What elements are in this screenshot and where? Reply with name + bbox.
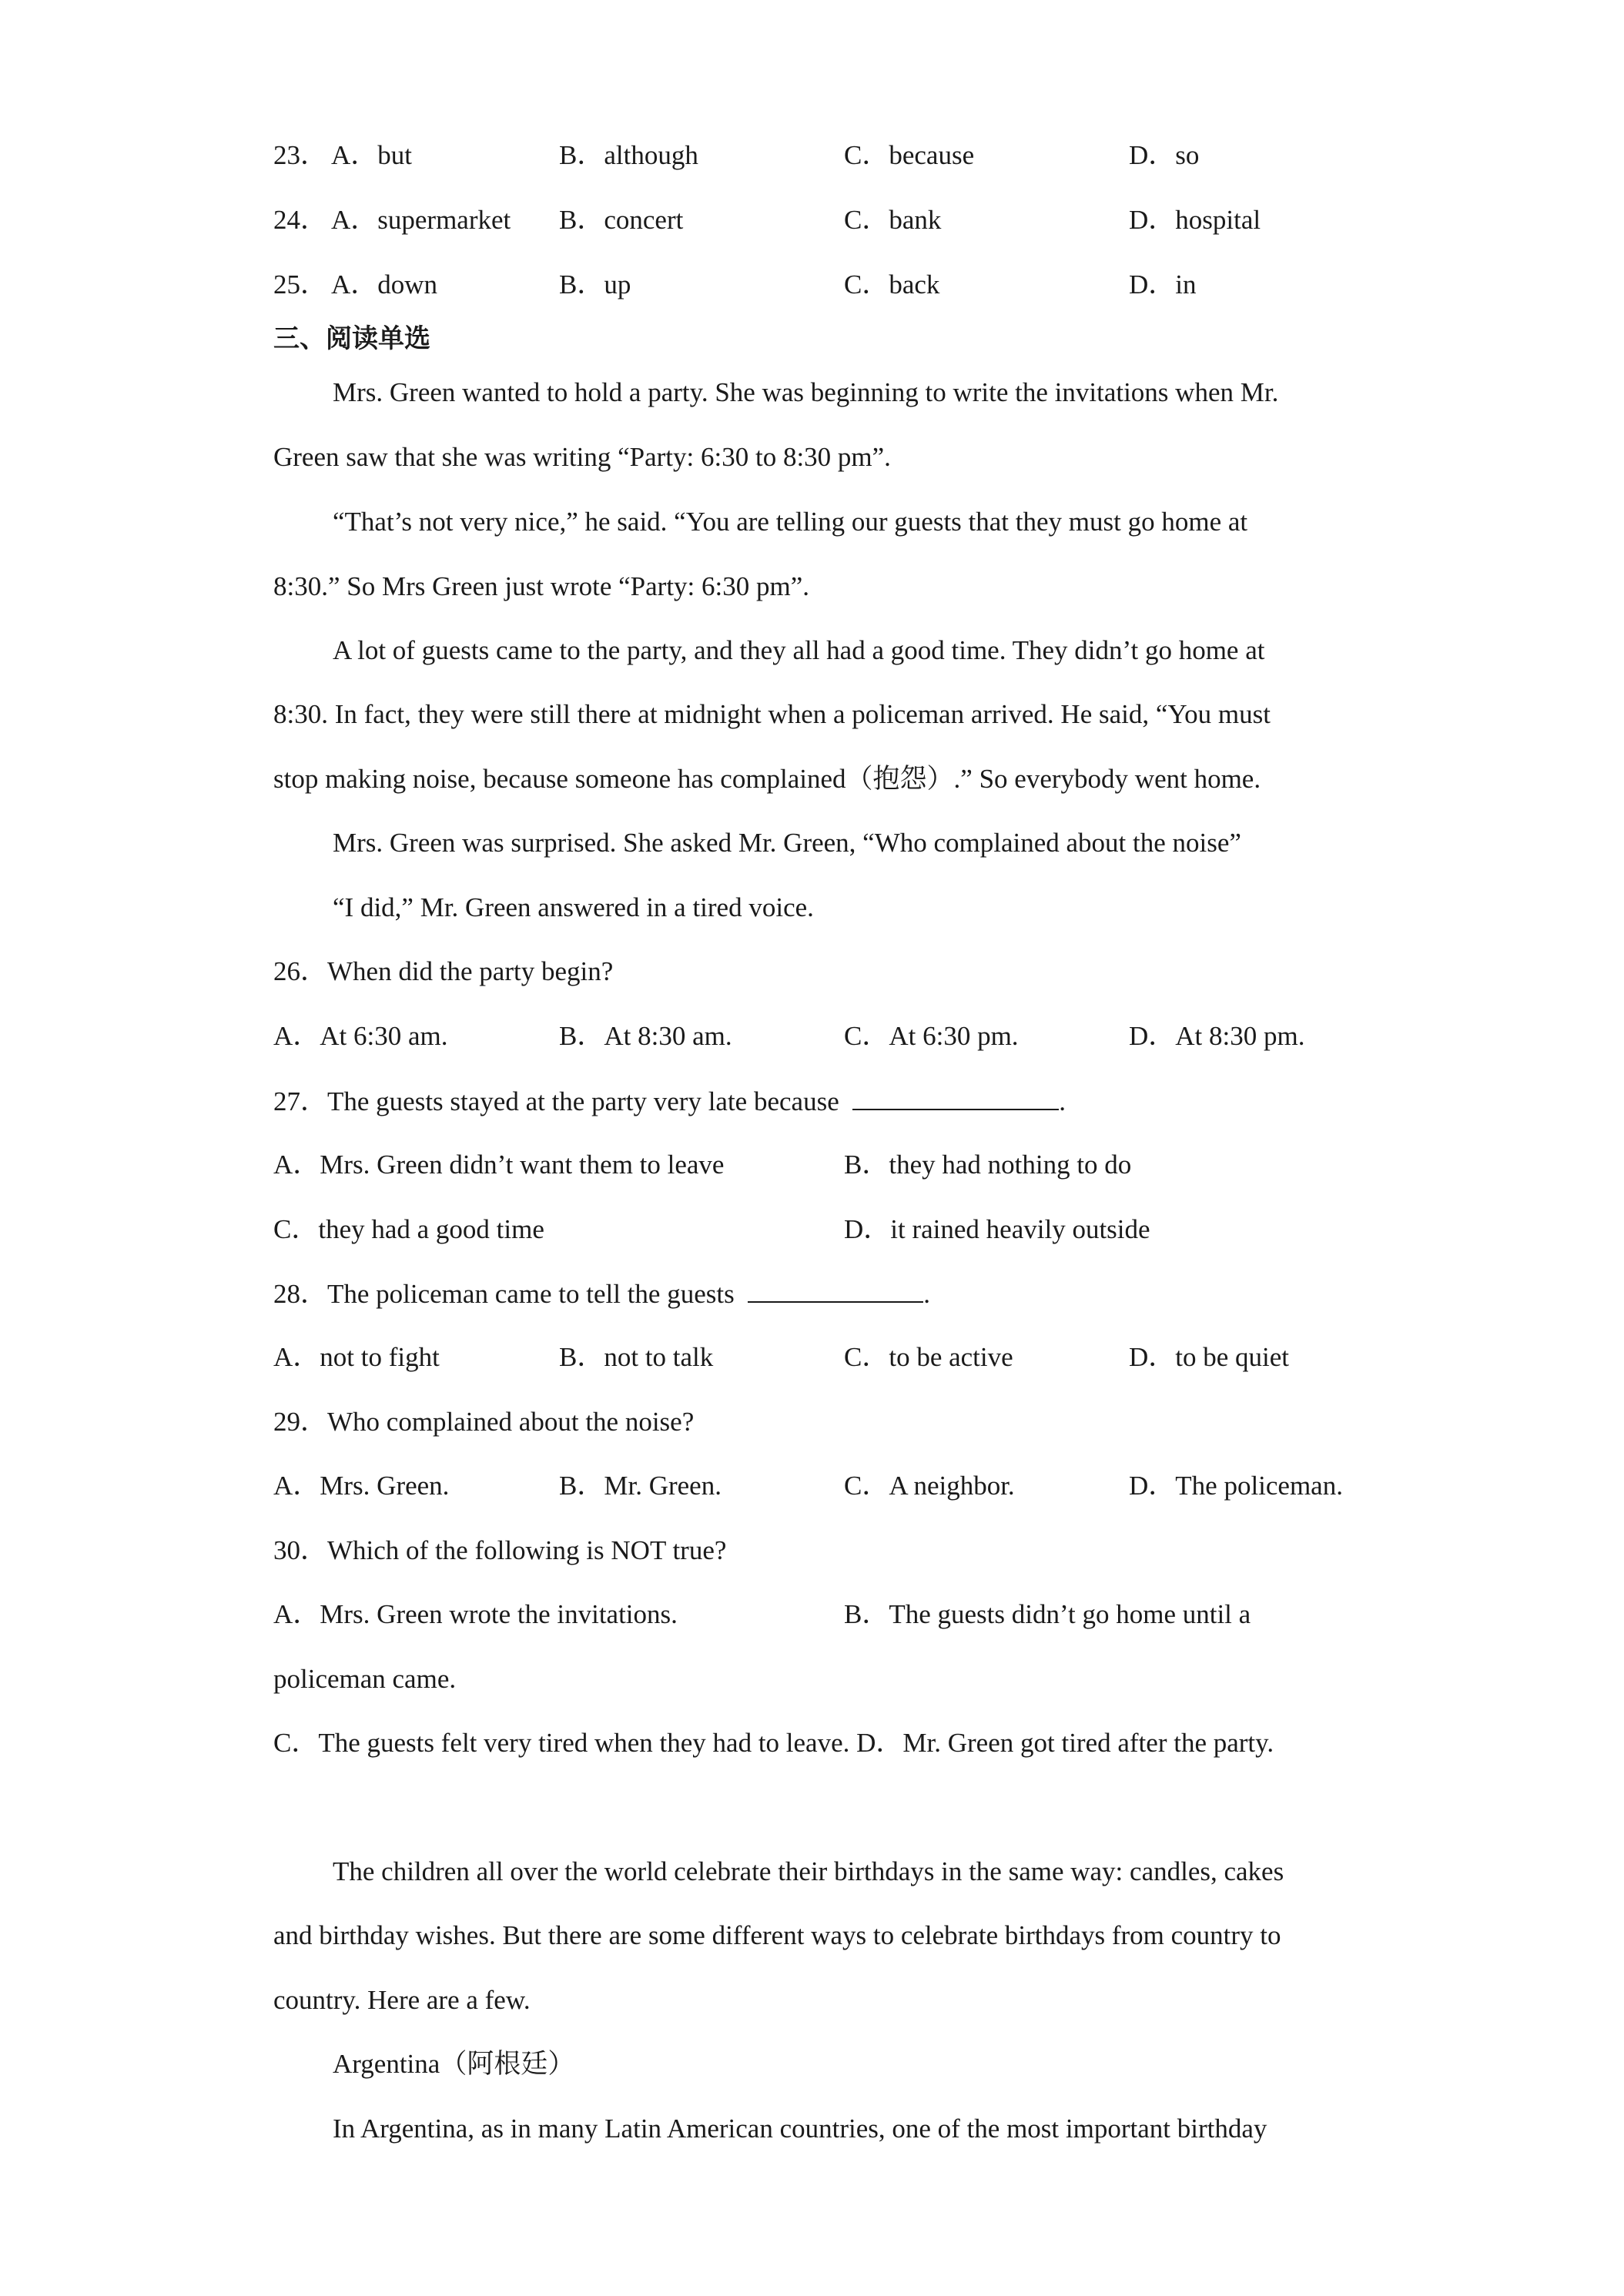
q27-stem: 27．The guests stayed at the party very late because: [273, 1086, 839, 1116]
q29-option-a: A．Mrs. Green.: [273, 1471, 450, 1501]
q30-option-b: B．The guests didn’t go home until a: [844, 1599, 1251, 1629]
passage2-line: country. Here are a few.: [273, 1985, 531, 2015]
passage2-line: and birthday wishes. But there are some different ways to celebrate birthdays from country to: [273, 1920, 1281, 1950]
q23-option-b: B．although: [559, 140, 698, 170]
q29-option-d: D．The policeman.: [1129, 1471, 1343, 1501]
q29-stem: 29．Who complained about the noise?: [273, 1407, 695, 1437]
passage1-line: 8:30. In fact, they were still there at midnight when a policeman arrived. He said, “You must: [273, 699, 1271, 729]
passage1-line: 8:30.” So Mrs Green just wrote “Party: 6:30 pm”.: [273, 571, 810, 601]
q26-option-c: C．At 6:30 pm.: [844, 1021, 1019, 1051]
q25-number: 25．: [273, 269, 328, 300]
passage1-line: A lot of guests came to the party, and they all had a good time. They didn’t go home at: [333, 635, 1265, 665]
q28-option-c: C．to be active: [844, 1342, 1013, 1372]
q25-option-a: A．down: [331, 269, 438, 300]
q28-option-a: A．not to fight: [273, 1342, 440, 1372]
q24-option-a: A．supermarket: [331, 205, 511, 235]
q24-option-c: C．bank: [844, 205, 942, 235]
passage2-line: In Argentina, as in many Latin American countries, one of the most important birthday: [333, 2114, 1267, 2144]
q30-options-c-d: C．The guests felt very tired when they had to leave. D．Mr. Green got tired after the party.: [273, 1728, 1274, 1758]
q26-option-b: B．At 8:30 am.: [559, 1021, 732, 1051]
q25-option-d: D．in: [1129, 269, 1197, 300]
q27-answer-blank: [852, 1084, 1059, 1110]
q28-option-b: B．not to talk: [559, 1342, 714, 1372]
q26-option-d: D．At 8:30 pm.: [1129, 1021, 1305, 1051]
passage1-line: “I did,” Mr. Green answered in a tired voice.: [333, 892, 814, 922]
q29-option-b: B．Mr. Green.: [559, 1471, 722, 1501]
q25-option-c: C．back: [844, 269, 940, 300]
q27-option-d: D．it rained heavily outside: [844, 1214, 1150, 1244]
q30-stem: 30．Which of the following is NOT true?: [273, 1535, 727, 1565]
q29-option-c: C．A neighbor.: [844, 1471, 1015, 1501]
q24-number: 24．: [273, 205, 328, 235]
q26-stem: 26．When did the party begin?: [273, 956, 614, 986]
q30-option-b-continued: policeman came.: [273, 1664, 457, 1694]
q23-number: 23．: [273, 140, 328, 170]
q24-option-d: D．hospital: [1129, 205, 1261, 235]
q28-stem: 28．The policeman came to tell the guests: [273, 1279, 735, 1309]
q23-option-a: A．but: [331, 140, 413, 170]
q25-option-b: B．up: [559, 269, 631, 300]
passage1-line: “That’s not very nice,” he said. “You are telling our guests that they must go home at: [333, 507, 1248, 537]
q28-option-d: D．to be quiet: [1129, 1342, 1290, 1372]
q27-option-b: B．they had nothing to do: [844, 1150, 1132, 1180]
passage2-subheading: Argentina（阿根廷）: [333, 2049, 575, 2079]
section-heading: 三、阅读单选: [273, 323, 430, 354]
q23-option-c: C．because: [844, 140, 975, 170]
passage1-line: Green saw that she was writing “Party: 6:30 to 8:30 pm”.: [273, 442, 891, 472]
passage1-line: Mrs. Green wanted to hold a party. She was beginning to write the invitations when Mr.: [333, 377, 1279, 407]
passage2-line: The children all over the world celebrate their birthdays in the same way: candles, cakes: [333, 1856, 1284, 1886]
q28-line: 28．The policeman came to tell the guests .: [273, 1277, 930, 1311]
q27-line: 27．The guests stayed at the party very late because .: [273, 1084, 1066, 1119]
passage1-line: Mrs. Green was surprised. She asked Mr. Green, “Who complained about the noise”: [333, 828, 1241, 858]
q27-option-c: C．they had a good time: [273, 1214, 544, 1244]
q26-option-a: A．At 6:30 am.: [273, 1021, 448, 1051]
q23-option-d: D．so: [1129, 140, 1200, 170]
q28-answer-blank: [748, 1277, 923, 1303]
q27-option-a: A．Mrs. Green didn’t want them to leave: [273, 1150, 725, 1180]
q24-option-b: B．concert: [559, 205, 684, 235]
q30-option-a: A．Mrs. Green wrote the invitations.: [273, 1599, 678, 1629]
passage1-line: stop making noise, because someone has complained（抱怨）.” So everybody went home.: [273, 764, 1261, 794]
